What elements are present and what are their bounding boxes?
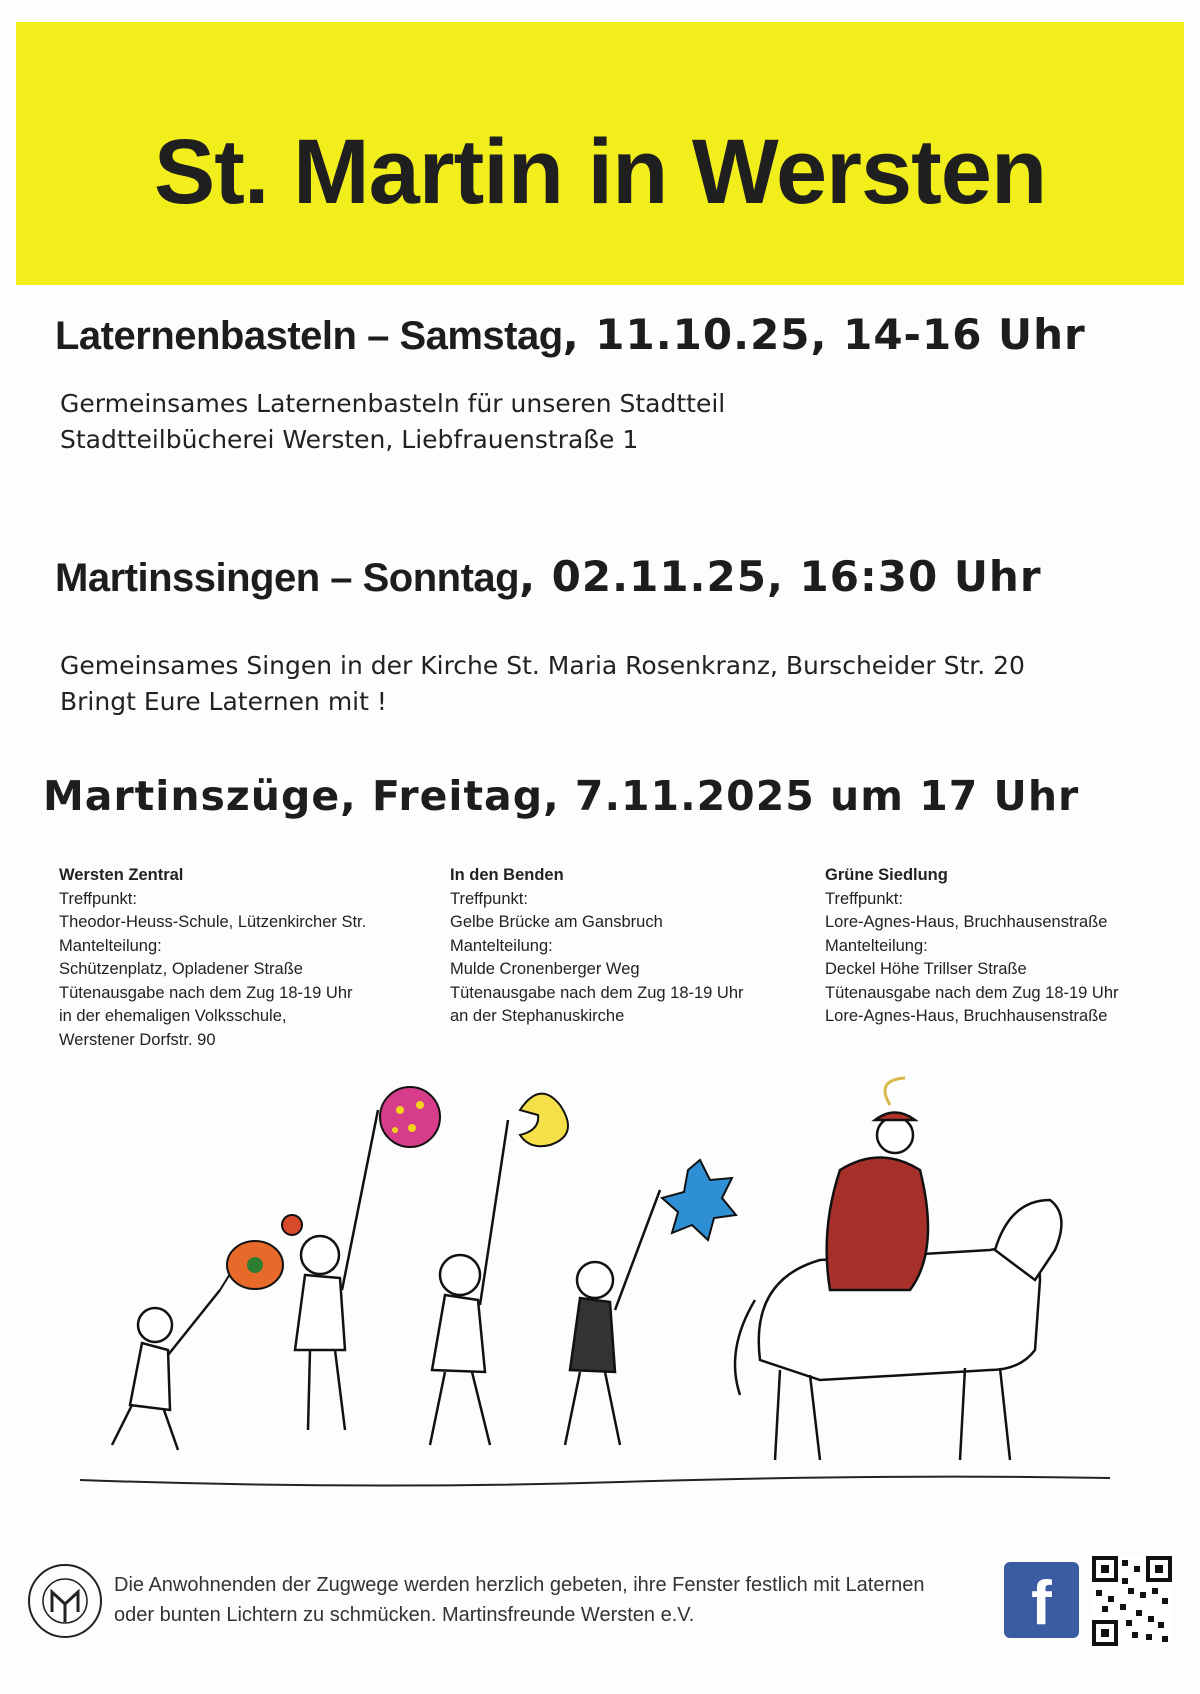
facebook-icon[interactable] — [1004, 1562, 1079, 1638]
route-line: an der Stephanuskirche — [450, 1007, 625, 1025]
child-figure — [565, 1190, 660, 1445]
martinssingen-title: Martinssingen – Sonntag — [55, 556, 520, 600]
route-line: Tütenausgabe nach dem Zug 18-19 Uhr — [450, 983, 744, 1002]
route-line: Treffpunkt: — [450, 889, 528, 908]
moon-lantern-icon — [520, 1094, 568, 1147]
footer-note — [114, 1570, 924, 1630]
route-line: in der ehemaligen Volksschule, — [59, 1007, 287, 1025]
child-figure — [112, 1290, 220, 1450]
laternenbasteln-title: Laternenbasteln – Samstag — [55, 314, 563, 358]
route-line: Werstener Dorfstr. 90 — [59, 1030, 216, 1049]
footer-line: Die Anwohnenden der Zugwege werden herzlich gebeten, ihre Fenster festlich mit Laternen — [114, 1574, 925, 1596]
route-column-in-den-benden — [450, 864, 744, 1029]
child-figure — [295, 1110, 378, 1430]
laternenbasteln-heading — [55, 310, 1086, 359]
qr-code-icon[interactable] — [1092, 1556, 1172, 1646]
title-banner — [16, 22, 1184, 285]
detail-line: Gemeinsames Singen in der Kirche St. Maria Rosenkranz, Burscheider Str. 20 — [60, 651, 1025, 680]
detail-line: Bringt Eure Laternen mit ! — [60, 687, 387, 716]
martinssingen-details — [60, 648, 1025, 720]
st-martin-horse-figure — [735, 1078, 1061, 1460]
route-line: Mulde Cronenberger Weg — [450, 960, 640, 978]
footer-line: oder bunten Lichtern zu schmücken. Martinsfreunde Wersten e.V. — [114, 1604, 695, 1626]
route-column-gruene-siedlung — [825, 864, 1119, 1029]
route-line: Treffpunkt: — [59, 889, 137, 908]
lantern-procession-illustration — [60, 1050, 1140, 1500]
rooster-lantern-icon — [220, 1215, 302, 1290]
route-column-wersten-zentral — [59, 864, 366, 1052]
page-title: St. Martin in Wersten — [153, 121, 1047, 223]
child-figure — [430, 1120, 508, 1445]
route-line: Mantelteilung: — [825, 936, 928, 955]
route-title: In den Benden — [450, 866, 564, 884]
pink-lantern-icon — [380, 1087, 440, 1147]
route-line: Gelbe Brücke am Gansbruch — [450, 913, 663, 931]
route-line: Lore-Agnes-Haus, Bruchhausenstraße — [825, 1007, 1108, 1025]
route-line: Tütenausgabe nach dem Zug 18-19 Uhr — [825, 983, 1119, 1002]
laternenbasteln-date: , 11.10.25, 14-16 Uhr — [562, 310, 1086, 359]
star-lantern-icon — [662, 1160, 736, 1240]
route-line: Deckel Höhe Trillser Straße — [825, 960, 1027, 978]
route-line: Mantelteilung: — [450, 936, 553, 955]
route-line: Tütenausgabe nach dem Zug 18-19 Uhr — [59, 983, 353, 1002]
detail-line: Stadtteilbücherei Wersten, Liebfrauenstraße 1 — [60, 425, 639, 454]
martinssingen-date: , 02.11.25, 16:30 Uhr — [519, 552, 1042, 601]
route-line: Treffpunkt: — [825, 889, 903, 908]
detail-line: Germeinsames Laternenbasteln für unseren Stadtteil — [60, 389, 726, 418]
route-line: Lore-Agnes-Haus, Bruchhausenstraße — [825, 913, 1108, 931]
martinszuege-heading: Martinszüge, Freitag, 7.11.2025 um 17 Uhr — [43, 772, 1080, 820]
route-title: Wersten Zentral — [59, 866, 184, 884]
route-line: Theodor-Heuss-Schule, Lützenkircher Str. — [59, 913, 367, 931]
route-line: Mantelteilung: — [59, 936, 162, 955]
laternenbasteln-details — [60, 386, 725, 458]
route-line: Schützenplatz, Opladener Straße — [59, 960, 303, 978]
route-title: Grüne Siedlung — [825, 866, 948, 884]
facebook-glyph: f — [1031, 1569, 1052, 1638]
martinsfreunde-seal-icon — [24, 1560, 106, 1642]
martinssingen-heading — [55, 552, 1042, 601]
